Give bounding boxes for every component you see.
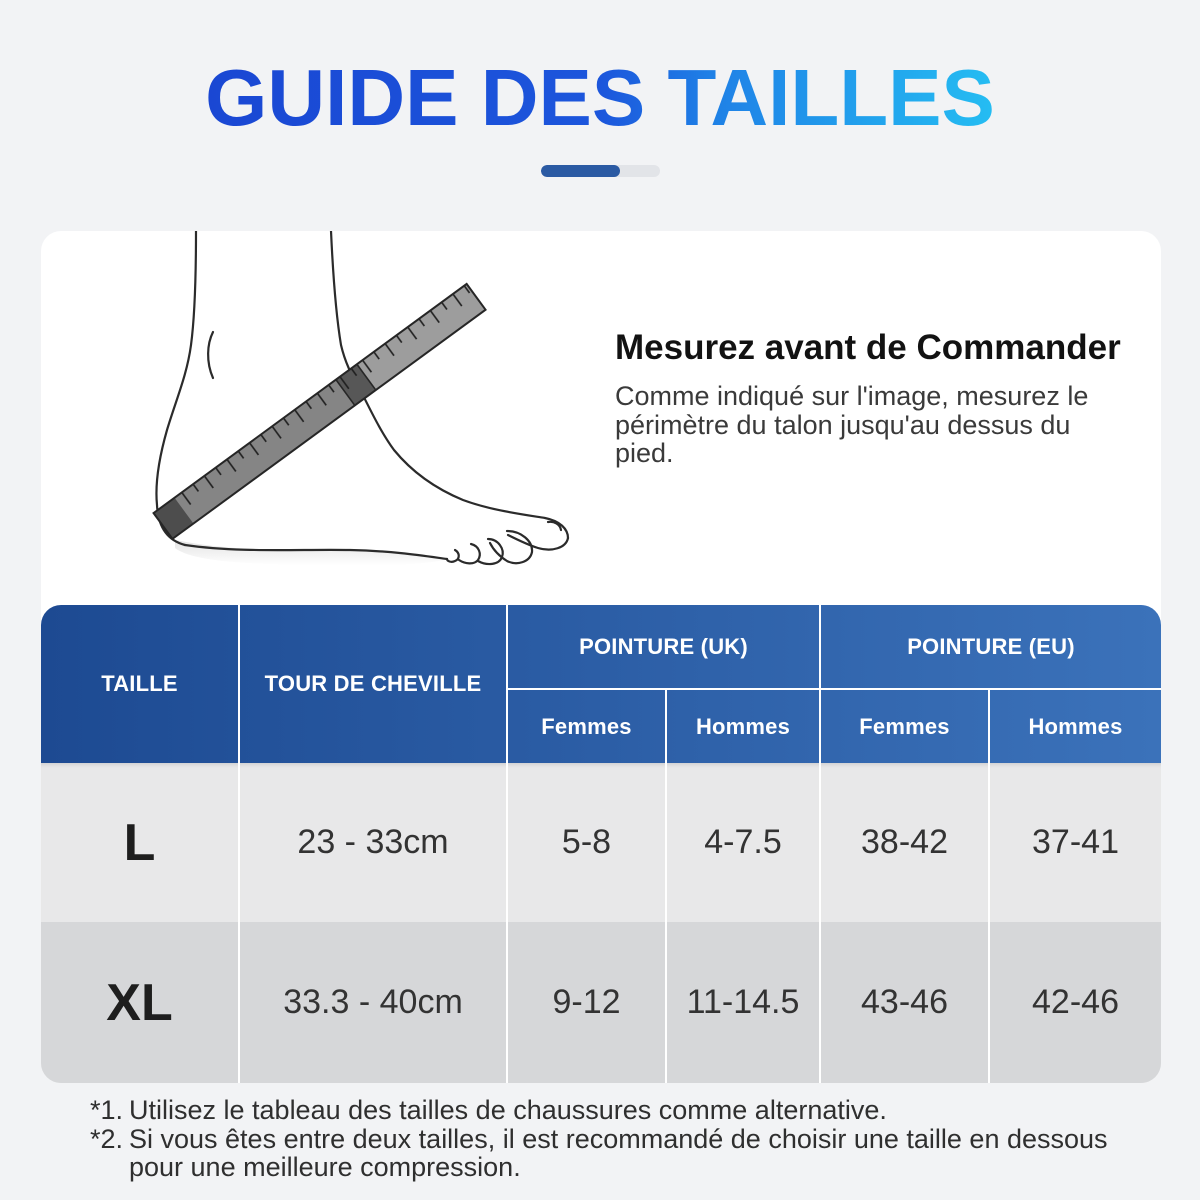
measure-card: [41, 231, 1161, 625]
big-toe-line: [508, 535, 568, 550]
toe-4-line: [459, 544, 480, 563]
footnote-1: [90, 1096, 1150, 1125]
subheader-uk-hommes: Hommes: [665, 690, 819, 763]
ankle-cell-xl: 33.3 - 40cm: [238, 922, 506, 1083]
header-pointure-eu: POINTURE (EU): [819, 605, 1161, 690]
eu-women-cell-l: 38-42: [819, 763, 988, 922]
toe-5-line: [447, 550, 459, 562]
size-cell-l: L: [41, 763, 238, 922]
uk-men-cell-xl: 11-14.5: [665, 922, 819, 1083]
size-cell-xl: XL: [41, 922, 238, 1083]
size-table: [41, 605, 1161, 1083]
uk-women-cell-xl: 9-12: [506, 922, 665, 1083]
footnote-text: Si vous êtes entre deux tailles, il est recommandé de choisir une taille en dessous pour une meilleure compression.: [129, 1123, 1108, 1182]
footnote-2: [90, 1125, 1150, 1182]
subheader-eu-femmes: Femmes: [819, 690, 988, 763]
measure-heading: Mesurez avant de Commander: [615, 328, 1121, 367]
title-underline-accent: [541, 165, 620, 177]
uk-women-cell-l: 5-8: [506, 763, 665, 922]
title-underline: [541, 165, 660, 177]
eu-men-cell-l: 37-41: [988, 763, 1161, 922]
page-title: [0, 53, 1200, 142]
uk-men-cell-l: 4-7.5: [665, 763, 819, 922]
ankle-cell-l: 23 - 33cm: [238, 763, 506, 922]
subheader-eu-hommes: Hommes: [988, 690, 1161, 763]
header-tour-de-cheville: TOUR DE CHEVILLE: [238, 605, 506, 763]
header-taille: TAILLE: [101, 671, 178, 696]
measure-info: [615, 327, 1145, 468]
measure-instructions: Comme indiqué sur l'image, mesurez le périmètre du talon jusqu'au dessus du pied.: [615, 381, 1089, 468]
eu-women-cell-xl: 43-46: [819, 922, 988, 1083]
page-title-text: GUIDE DES TAILLES: [205, 53, 995, 142]
subheader-uk-femmes: Femmes: [506, 690, 665, 763]
header-pointure-uk: POINTURE (UK): [506, 605, 819, 690]
footnote-marker: *1.: [90, 1095, 124, 1125]
ankle-bone-line: [208, 332, 213, 378]
footnote-text: Utilisez le tableau des tailles de chaussures comme alternative.: [129, 1095, 887, 1125]
footnotes: [90, 1096, 1150, 1182]
measuring-tape-icon: [154, 284, 486, 539]
footnote-marker: *2.: [90, 1123, 124, 1154]
foot-measuring-illustration: [41, 231, 601, 625]
eu-men-cell-xl: 42-46: [988, 922, 1161, 1083]
